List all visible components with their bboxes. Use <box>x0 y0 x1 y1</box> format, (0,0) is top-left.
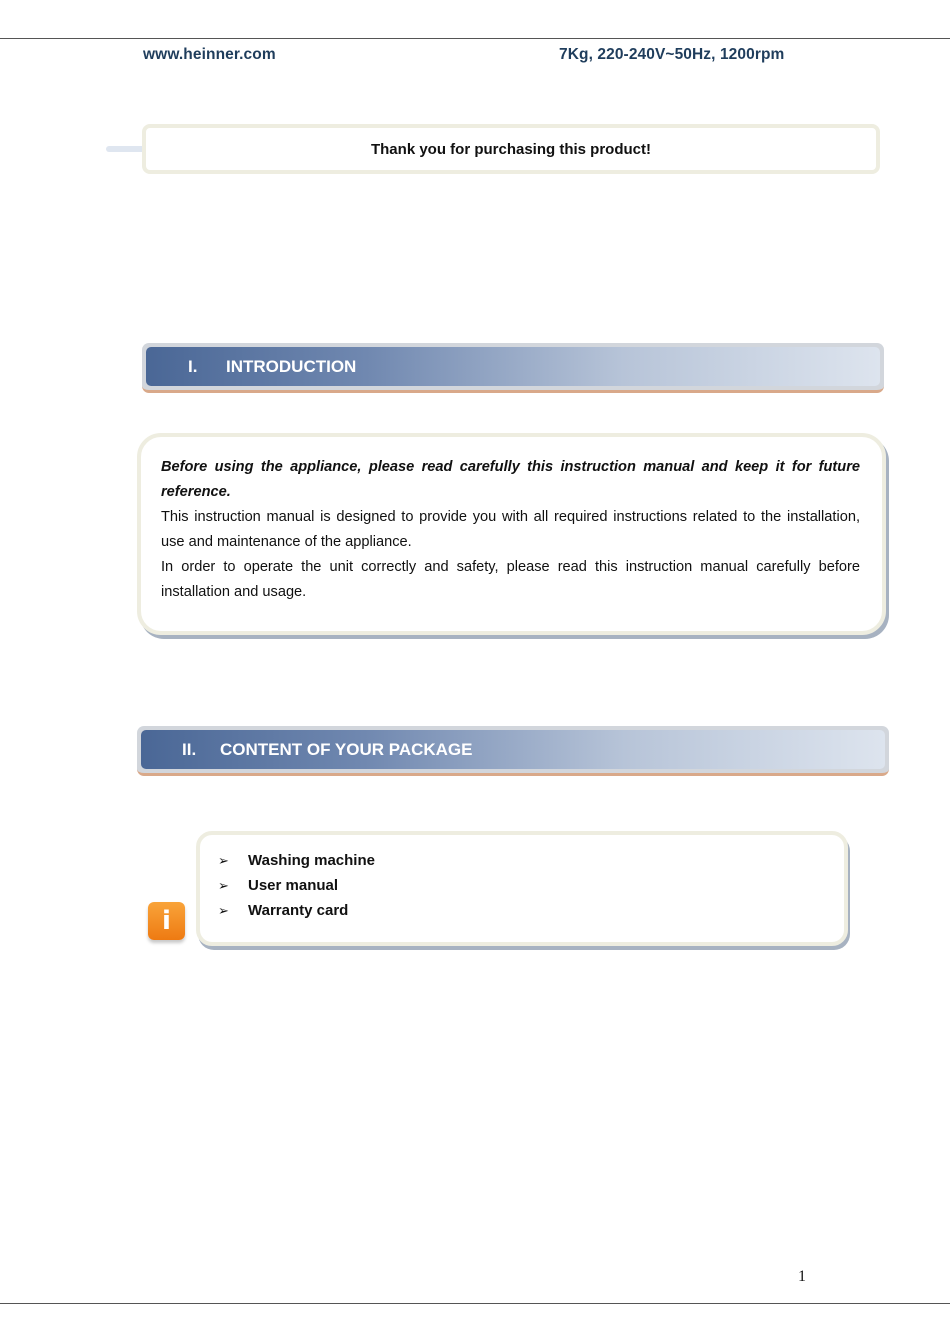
header-rule <box>0 38 950 39</box>
page-number: 1 <box>798 1268 806 1285</box>
section-title: INTRODUCTION <box>226 356 357 376</box>
introduction-box <box>137 433 886 635</box>
intro-lead-text: Before using the appliance, please read carefully this instruction manual and keep it for future reference. <box>161 459 860 500</box>
section-heading-bar <box>141 730 885 769</box>
section-title: CONTENT OF YOUR PACKAGE <box>220 739 473 759</box>
thanks-text: Thank you for purchasing this product! <box>370 140 651 158</box>
info-icon: i <box>148 902 185 940</box>
section-heading-introduction <box>142 343 884 393</box>
intro-paragraph: In order to operate the unit correctly and safety, please read this instruction manual carefully before installation and usage. <box>161 559 860 600</box>
package-list <box>218 848 844 923</box>
section-number: II. <box>182 739 197 759</box>
arrow-bullet-icon: ➢ <box>218 877 229 893</box>
section-number: I. <box>188 356 198 376</box>
arrow-bullet-icon: ➢ <box>218 902 229 918</box>
product-specs: 7Kg, 220-240V~50Hz, 1200rpm <box>559 46 785 63</box>
thanks-ribbon-decoration <box>106 146 146 152</box>
package-item: Washing machine <box>248 852 375 869</box>
intro-paragraph: This instruction manual is designed to provide you with all required instructions related to the installation, use and maintenance of the appliance. <box>161 509 860 550</box>
list-item <box>218 873 844 898</box>
package-item: User manual <box>248 877 339 894</box>
section-heading-package <box>137 726 889 776</box>
website-url: www.heinner.com <box>143 46 276 63</box>
package-contents-box <box>196 831 848 946</box>
list-item <box>218 848 844 873</box>
arrow-bullet-icon: ➢ <box>218 852 229 868</box>
footer-rule <box>0 1303 950 1304</box>
thanks-banner <box>142 124 880 174</box>
list-item <box>218 898 844 923</box>
package-item: Warranty card <box>248 902 349 919</box>
section-heading-bar <box>146 347 880 386</box>
